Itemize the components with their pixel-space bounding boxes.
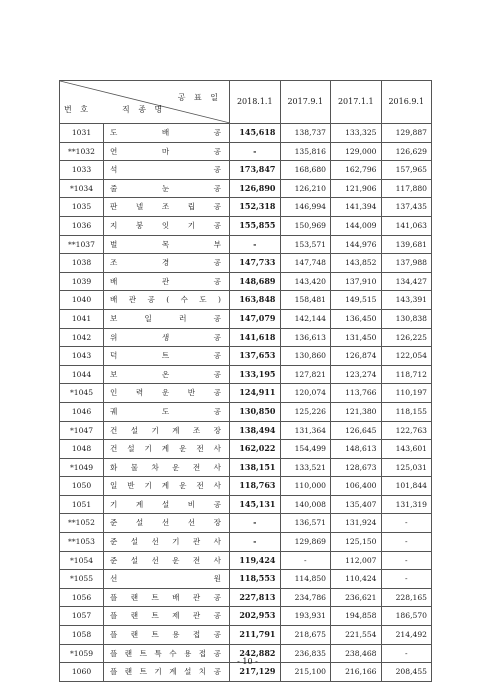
wage-value-cell: 122,054: [381, 347, 432, 366]
job-name-cell: [104, 309, 230, 328]
table-body: [60, 124, 432, 682]
wage-value-cell: 154,499: [280, 440, 331, 459]
wage-value-cell: 142,144: [280, 309, 331, 328]
wage-value-cell: 144,009: [331, 216, 382, 235]
wage-value-cell: -: [230, 142, 281, 161]
wage-value-cell: 227,813: [230, 588, 281, 607]
wage-value-cell: 125,226: [280, 402, 331, 421]
job-number-cell: *1049: [60, 458, 104, 477]
wage-value-cell: 126,210: [280, 179, 331, 198]
job-number-cell: 1046: [60, 402, 104, 421]
wage-value-cell: 162,796: [331, 161, 382, 180]
job-name-cell: [104, 514, 230, 533]
wage-value-cell: 126,645: [331, 421, 382, 440]
wage-value-cell: 234,786: [280, 588, 331, 607]
wage-value-cell: 236,621: [331, 588, 382, 607]
wage-value-cell: 148,689: [230, 272, 281, 291]
job-name-text: 인 력 운 반 공: [110, 388, 221, 398]
wage-value-cell: 131,364: [280, 421, 331, 440]
wage-value-cell: 110,000: [280, 477, 331, 496]
table-row: [60, 402, 432, 421]
wage-value-cell: 129,869: [280, 533, 331, 552]
wage-value-cell: 218,675: [280, 626, 331, 645]
job-name-text: 보 온 공: [110, 369, 221, 379]
table-row: [60, 421, 432, 440]
date-header: 2018.1.1: [230, 81, 281, 124]
wage-value-cell: 135,816: [280, 142, 331, 161]
table-row: [60, 384, 432, 403]
job-number-cell: *1045: [60, 384, 104, 403]
wage-value-cell: 221,554: [331, 626, 382, 645]
wage-value-cell: 194,858: [331, 607, 382, 626]
wage-value-cell: 135,407: [331, 495, 382, 514]
wage-value-cell: 131,924: [331, 514, 382, 533]
job-number-cell: *1054: [60, 551, 104, 570]
wage-value-cell: 136,450: [331, 309, 382, 328]
wage-value-cell: 141,063: [381, 216, 432, 235]
job-name-text: 건 설 기 계 조 장: [110, 425, 221, 435]
job-name-cell: [104, 272, 230, 291]
table-row: [60, 514, 432, 533]
job-number-cell: 1051: [60, 495, 104, 514]
table-row: [60, 626, 432, 645]
wage-value-cell: 133,521: [280, 458, 331, 477]
job-number-cell: 1031: [60, 124, 104, 143]
job-number-cell: *1055: [60, 570, 104, 589]
job-number-cell: *1047: [60, 421, 104, 440]
wage-value-cell: 126,890: [230, 179, 281, 198]
wage-value-cell: -: [381, 551, 432, 570]
wage-value-cell: 127,821: [280, 365, 331, 384]
table-row: [60, 235, 432, 254]
wage-value-cell: 123,274: [331, 365, 382, 384]
wage-value-cell: 118,712: [381, 365, 432, 384]
wage-value-cell: 121,906: [331, 179, 382, 198]
job-number-cell: 1056: [60, 588, 104, 607]
job-number-cell: 1048: [60, 440, 104, 459]
job-name-cell: [104, 235, 230, 254]
job-name-text: 지 붕 잇 기 공: [110, 220, 221, 230]
table-row: [60, 291, 432, 310]
job-name-cell: [104, 216, 230, 235]
wage-value-cell: 242,882: [230, 644, 281, 663]
job-number-cell: **1037: [60, 235, 104, 254]
wage-value-cell: 158,481: [280, 291, 331, 310]
wage-value-cell: 118,553: [230, 570, 281, 589]
wage-value-cell: 117,880: [381, 179, 432, 198]
wage-value-cell: 238,468: [331, 644, 382, 663]
table-row: [60, 458, 432, 477]
table-row: [60, 124, 432, 143]
job-name-label: 직 종 명: [122, 105, 166, 115]
wage-value-cell: 133,195: [230, 365, 281, 384]
wage-value-cell: 143,391: [381, 291, 432, 310]
job-number-cell: 1036: [60, 216, 104, 235]
job-name-text: 덕 트 공: [110, 351, 221, 361]
wage-value-cell: 106,400: [331, 477, 382, 496]
job-name-text: 궤 도 공: [110, 406, 221, 416]
table-row: [60, 570, 432, 589]
wage-table-sheet: [59, 80, 431, 682]
table-row: [60, 551, 432, 570]
job-name-text: 선 원: [110, 574, 221, 584]
wage-value-cell: 145,618: [230, 124, 281, 143]
wage-value-cell: 162,022: [230, 440, 281, 459]
job-name-cell: [104, 124, 230, 143]
job-name-cell: [104, 347, 230, 366]
wage-value-cell: 112,007: [331, 551, 382, 570]
wage-value-cell: -: [381, 644, 432, 663]
job-name-text: 판 넬 조 립 공: [110, 202, 221, 212]
announce-date-label: 공 표 일: [177, 93, 221, 102]
wage-value-cell: 136,571: [280, 514, 331, 533]
job-name-text: 일 반 기 계 운 전 사: [110, 481, 221, 491]
job-number-cell: 1040: [60, 291, 104, 310]
table-header-row: [60, 81, 432, 124]
job-name-cell: [104, 254, 230, 273]
job-number-cell: *1059: [60, 644, 104, 663]
wage-value-cell: 138,737: [280, 124, 331, 143]
table-row: [60, 272, 432, 291]
job-name-cell: [104, 495, 230, 514]
table-row: [60, 198, 432, 217]
wage-value-cell: 186,570: [381, 607, 432, 626]
wage-value-cell: 131,450: [331, 328, 382, 347]
wage-value-cell: 131,319: [381, 495, 432, 514]
job-name-text: 줄 눈 공: [110, 183, 221, 193]
wage-value-cell: 119,424: [230, 551, 281, 570]
job-name-text: 기 계 설 비 공: [110, 499, 221, 509]
table-row: [60, 309, 432, 328]
wage-value-cell: 143,852: [331, 254, 382, 273]
wage-value-cell: 114,850: [280, 570, 331, 589]
wage-value-cell: 139,681: [381, 235, 432, 254]
table-row: [60, 477, 432, 496]
wage-value-cell: 138,494: [230, 421, 281, 440]
wage-value-cell: 137,435: [381, 198, 432, 217]
job-number-cell: 1033: [60, 161, 104, 180]
wage-value-cell: 157,965: [381, 161, 432, 180]
wage-value-cell: 130,860: [280, 347, 331, 366]
table-row: [60, 607, 432, 626]
job-name-cell: [104, 477, 230, 496]
wage-value-cell: 134,427: [381, 272, 432, 291]
wage-value-cell: 173,847: [230, 161, 281, 180]
wage-value-cell: -: [381, 514, 432, 533]
wage-value-cell: 143,420: [280, 272, 331, 291]
wage-value-cell: 136,613: [280, 328, 331, 347]
wage-value-cell: 126,874: [331, 347, 382, 366]
job-name-text: 플 랜 트 제 관 공: [110, 611, 221, 621]
job-number-cell: **1032: [60, 142, 104, 161]
wage-value-cell: 215,100: [280, 663, 331, 682]
table-row: [60, 365, 432, 384]
job-name-cell: [104, 588, 230, 607]
wage-value-cell: 211,791: [230, 626, 281, 645]
wage-value-cell: 129,887: [381, 124, 432, 143]
wage-value-cell: 130,838: [381, 309, 432, 328]
wage-value-cell: 125,150: [331, 533, 382, 552]
wage-value-cell: 120,074: [280, 384, 331, 403]
wage-value-cell: 228,165: [381, 588, 432, 607]
wage-value-cell: 133,325: [331, 124, 382, 143]
wage-value-cell: 128,673: [331, 458, 382, 477]
wage-value-cell: 217,129: [230, 663, 281, 682]
job-name-text: 화 물 차 운 전 사: [110, 462, 221, 472]
wage-value-cell: 121,380: [331, 402, 382, 421]
wage-value-cell: 147,748: [280, 254, 331, 273]
job-name-text: 벌 목 부: [110, 239, 221, 249]
job-name-text: 도 배 공: [110, 128, 221, 137]
job-name-cell: [104, 179, 230, 198]
table-row: [60, 588, 432, 607]
job-name-text: 배 관 공 ( 수 도 ): [110, 295, 221, 305]
wage-value-cell: 101,844: [381, 477, 432, 496]
wage-value-cell: 126,225: [381, 328, 432, 347]
table-row: [60, 495, 432, 514]
job-number-cell: **1052: [60, 514, 104, 533]
wage-value-cell: -: [230, 533, 281, 552]
table-row: [60, 216, 432, 235]
wage-value-cell: 155,855: [230, 216, 281, 235]
job-number-cell: 1057: [60, 607, 104, 626]
job-name-cell: [104, 402, 230, 421]
job-name-text: 배 관 공: [110, 276, 221, 286]
wage-value-cell: 137,653: [230, 347, 281, 366]
wage-value-cell: -: [381, 570, 432, 589]
wage-value-cell: 129,000: [331, 142, 382, 161]
wage-value-cell: 208,455: [381, 663, 432, 682]
wage-value-cell: 118,763: [230, 477, 281, 496]
job-name-cell: [104, 291, 230, 310]
wage-value-cell: 122,763: [381, 421, 432, 440]
job-name-cell: [104, 328, 230, 347]
wage-value-cell: 145,131: [230, 495, 281, 514]
job-name-cell: [104, 458, 230, 477]
job-name-cell: [104, 384, 230, 403]
wage-table: [59, 80, 432, 682]
job-name-text: 플 랜 트 배 관 공: [110, 592, 221, 602]
wage-value-cell: 140,008: [280, 495, 331, 514]
wage-value-cell: 126,629: [381, 142, 432, 161]
wage-value-cell: 125,031: [381, 458, 432, 477]
job-number-cell: 1041: [60, 309, 104, 328]
table-row: [60, 533, 432, 552]
wage-value-cell: 137,910: [331, 272, 382, 291]
wage-value-cell: 216,166: [331, 663, 382, 682]
job-name-text: 플 랜 트 특 수 용 접 공: [110, 648, 221, 658]
job-name-cell: [104, 421, 230, 440]
job-name-text: 준 설 선 선 장: [110, 518, 221, 528]
job-name-text: 보 일 러 공: [110, 313, 221, 323]
wage-value-cell: 168,680: [280, 161, 331, 180]
job-number-cell: 1042: [60, 328, 104, 347]
wage-value-cell: 153,571: [280, 235, 331, 254]
job-number-cell: 1058: [60, 626, 104, 645]
date-header: 2017.9.1: [280, 81, 331, 124]
job-name-text: 플 랜 트 용 접 공: [110, 630, 221, 640]
number-label: 번 호: [64, 105, 91, 115]
wage-value-cell: 163,848: [230, 291, 281, 310]
job-name-cell: [104, 142, 230, 161]
job-name-text: 석 공: [110, 165, 221, 175]
job-number-cell: 1038: [60, 254, 104, 273]
wage-value-cell: 124,911: [230, 384, 281, 403]
job-name-text: 위 생 공: [110, 332, 221, 342]
job-number-cell: *1034: [60, 179, 104, 198]
job-number-cell: 1060: [60, 663, 104, 682]
job-number-cell: 1050: [60, 477, 104, 496]
wage-value-cell: 147,079: [230, 309, 281, 328]
job-name-text: 건 설 기 계 운 전 사: [110, 444, 221, 454]
job-number-cell: 1039: [60, 272, 104, 291]
wage-value-cell: 148,613: [331, 440, 382, 459]
job-name-cell: [104, 607, 230, 626]
wage-value-cell: 144,976: [331, 235, 382, 254]
wage-value-cell: 150,969: [280, 216, 331, 235]
wage-value-cell: 236,835: [280, 644, 331, 663]
table-row: [60, 347, 432, 366]
table-row: [60, 179, 432, 198]
table-row: [60, 328, 432, 347]
job-name-cell: [104, 440, 230, 459]
wage-value-cell: 138,151: [230, 458, 281, 477]
table-row: [60, 254, 432, 273]
wage-value-cell: 152,318: [230, 198, 281, 217]
date-header: 2017.1.1: [331, 81, 382, 124]
date-header: 2016.9.1: [381, 81, 432, 124]
table-row: [60, 161, 432, 180]
wage-value-cell: 130,850: [230, 402, 281, 421]
wage-value-cell: -: [280, 551, 331, 570]
job-name-cell: [104, 570, 230, 589]
job-name-text: 준 설 선 기 관 사: [110, 537, 221, 547]
wage-value-cell: 137,988: [381, 254, 432, 273]
table-row: [60, 440, 432, 459]
wage-value-cell: 113,766: [331, 384, 382, 403]
wage-value-cell: 147,733: [230, 254, 281, 273]
job-number-cell: 1043: [60, 347, 104, 366]
wage-value-cell: -: [381, 533, 432, 552]
wage-value-cell: -: [230, 235, 281, 254]
table-row: [60, 142, 432, 161]
job-name-text: 조 경 공: [110, 258, 221, 268]
job-name-cell: [104, 161, 230, 180]
wage-value-cell: 118,155: [381, 402, 432, 421]
job-number-cell: **1053: [60, 533, 104, 552]
wage-value-cell: 202,953: [230, 607, 281, 626]
wage-value-cell: 141,394: [331, 198, 382, 217]
wage-value-cell: 110,424: [331, 570, 382, 589]
job-name-cell: [104, 198, 230, 217]
wage-value-cell: 143,601: [381, 440, 432, 459]
job-name-text: 준 설 선 운 전 사: [110, 555, 221, 565]
wage-value-cell: 146,994: [280, 198, 331, 217]
job-number-cell: 1035: [60, 198, 104, 217]
wage-value-cell: 214,492: [381, 626, 432, 645]
wage-value-cell: 193,931: [280, 607, 331, 626]
page-number: - 10 -: [237, 657, 258, 666]
wage-value-cell: 149,515: [331, 291, 382, 310]
job-name-cell: [104, 551, 230, 570]
job-name-cell: [104, 533, 230, 552]
wage-value-cell: 110,197: [381, 384, 432, 403]
job-name-cell: [104, 626, 230, 645]
wage-value-cell: 141,618: [230, 328, 281, 347]
wage-value-cell: -: [230, 514, 281, 533]
diagonal-header-cell: [60, 81, 230, 124]
job-name-text: 플 랜 트 기 계 설 치 공: [110, 667, 221, 677]
job-name-text: 연 마 공: [110, 146, 221, 156]
job-name-cell: [104, 365, 230, 384]
job-number-cell: 1044: [60, 365, 104, 384]
